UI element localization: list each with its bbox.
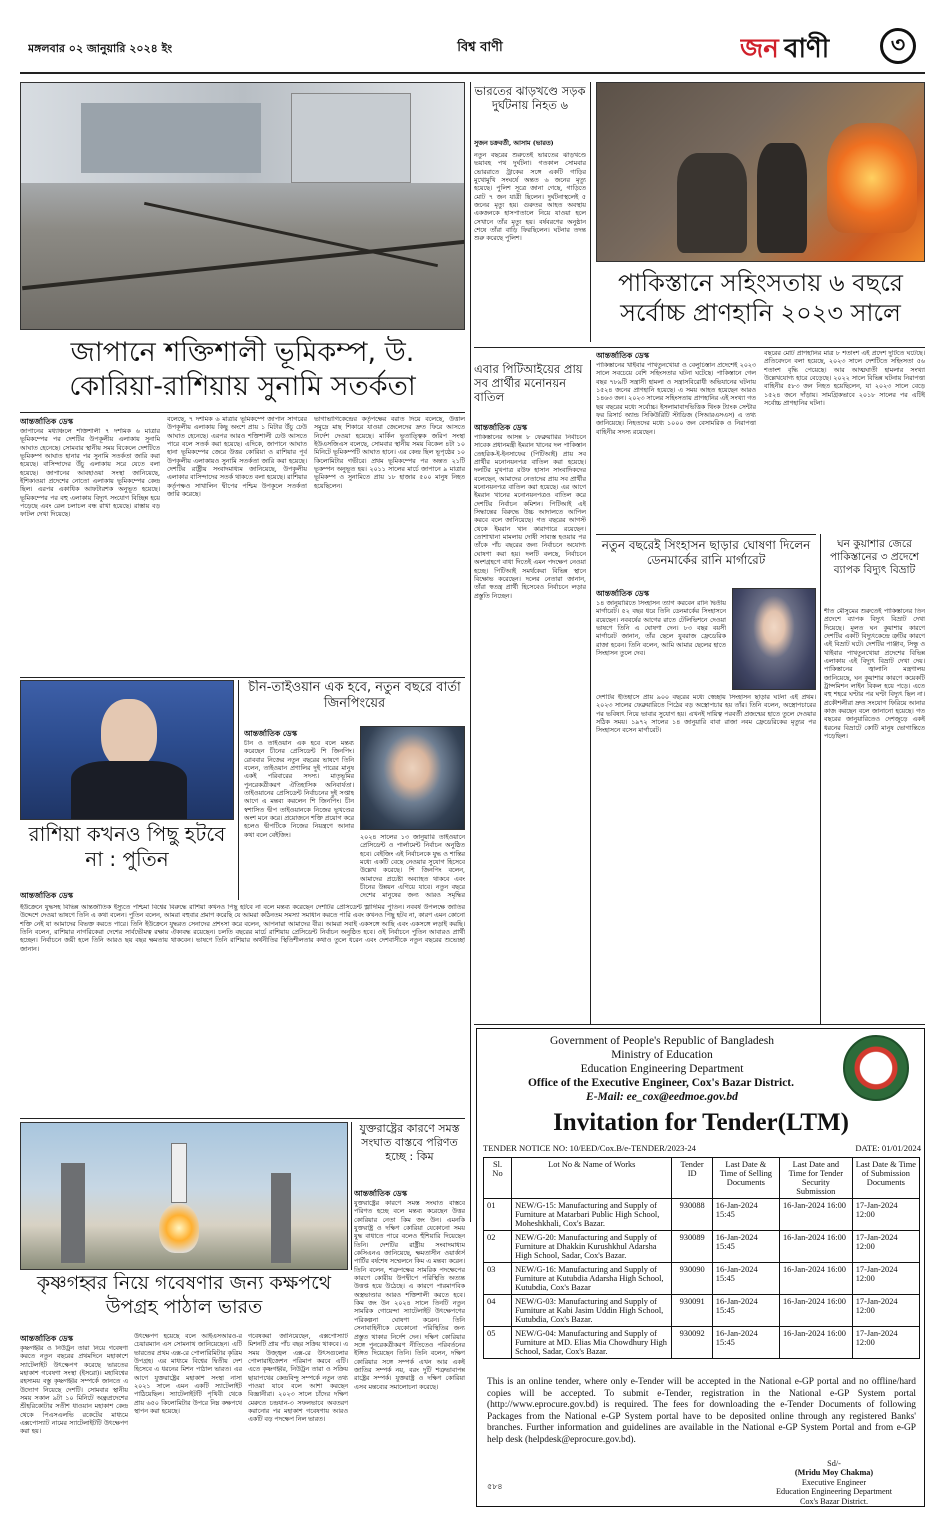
denmark-desk: আন্তর্জাতিক ডেস্ক	[596, 589, 650, 598]
signer-dept: Education Engineering Department	[776, 1487, 892, 1497]
tender-row	[484, 1295, 920, 1327]
pakistan-col-2: বছরের মোট প্রাণহানির মাত্র ৮ শতাংশ এই প্রদেশ দুটিতে ঘটেছে। প্রতিবেদনে বলা হয়েছে, ২০২৩ সালে দেশটিতে সহিংসতা ৫৬ শতাংশ বৃদ্ধি পেয়েছে। আর আত্মঘাতী হামলার সংখ্যা উল্লেখযোগ্য হারে বেড়েছে। ২০২২ সালে বিভিন্ন ঘটনায় নিরাপত্তা বাহিনীর ৫৮৩ জন নিহত হয়েছিলেন, যা ২০২৩ সালে বেড়ে ১৫২৪ জনে দাঁড়ায়। সামগ্রিকভাবে ২০১৮ সালের পর এটিই সর্বোচ্চ প্রাণহানির ঘটনা।	[764, 350, 925, 408]
col-divider-6	[351, 1122, 352, 1270]
cell-submission: 17-Jan-2024 12:00	[852, 1295, 919, 1327]
cell-submission: 17-Jan-2024 12:00	[852, 1199, 919, 1231]
gov-line-2: Ministry of Education	[611, 1049, 713, 1061]
cell-security: 16-Jan-2024 16:00	[779, 1263, 852, 1295]
space-rule-top	[20, 1118, 465, 1119]
cell-sl: 04	[484, 1295, 512, 1327]
japan-desk: আন্তর্জাতিক ডেস্ক	[20, 417, 74, 426]
japan-col-3: ভাগাভাগিকেন্দ্রের কর্তৃপক্ষের বরাত দিয়ে বলেছে, উত্তাল সমুদ্রে মাছ শিকারে যাওয়া জেলেদের দ্রুত ফিরে আসতে নির্দেশ দেওয়া হয়েছে। মার্কিন ভূতাত্ত্বিক জরিপ সংস্থা ইউএসজিএস বলেছে, সোমবার স্থানীয় সময় বিকেল ৪টা ১০ মিনিটে ভূমিকম্পটি আঘাত হানে। এর কেন্দ্র ছিল ভূপৃষ্ঠের ১০ কিলোমিটার গভীরে। প্রথম ভূমিকম্পের পর অন্তত ২১টি ভূকম্পন অনুভূত হয়। ২০১১ সালের মার্চে জাপানে ৯ মাত্রার ভূমিকম্প ও সুনামিতে প্রায় ১৮ হাজার ৫০০ মানুষ নিহত হয়েছিলেন।	[314, 416, 465, 490]
pakistan-col-1: পাকিস্তানের খাইবার পাখতুনখোয়া ও বেলুচিস্তান প্রদেশেই ২০২৩ সালে সবচেয়ে বেশি সহিংসতার ঘটনা ঘটেছে। পাকিস্তানে গেল বছর ৭৮৯টি সন্ত্রাসী হামলা ও সন্ত্রাসবিরোধী অভিযানের ঘটনায় ১৫২৪ জনের প্রাণহানি হয়েছে। এ সময় আহত হয়েছেন আরও ১৪৬৩ জন। ২০২৩ সালের সহিংসতায় প্রাণহানির এই সংখ্যা গত ছয় বছরের মধ্যে সর্বোচ্চ। ইসলামাবাদভিত্তিক থিংক ট্যাংক সেন্টার ফর রিসার্চ অ্যান্ড সিকিউরিটি স্টাডিজ (সিআরএসএস) এ তথ্য জানিয়েছে। নিহতদের মধ্যে ১০০০ জন বেসামরিক ও নিরাপত্তা বাহিনীর সদস্য রয়েছেন।	[596, 362, 756, 436]
cell-lot: NEW/G-15: Manufacturing and Supply of Furniture at Matarbari Public High School, Moheshkhali, Cox's Bazar.	[512, 1199, 672, 1231]
cell-submission: 17-Jan-2024 12:00	[852, 1231, 919, 1263]
cell-sl: 01	[484, 1199, 512, 1231]
tender-notice-no: TENDER NOTICE NO: 10/EED/Cox.B/e-TENDER/2023-24	[483, 1143, 696, 1153]
china-col-3: ২০২৪ সালের ১৩ জানুয়ারি তাইওয়ানে প্রেসিডেন্ট ও পার্লামেন্ট নির্বাচন অনুষ্ঠিত হবে। বেইজিং এই নির্বাচনকে যুদ্ধ ও শান্তির মধ্যে একটি বেছে নেওয়ার সুযোগ হিসেবে উল্লেখ করেছে। শি জিনপিং বলেন, আমাদের প্রচেষ্টা অব্যাহত থাকবে এবং চীনের উন্নয়ন এগিয়ে যাবে। নতুন বছরে দেশের মানুষের জন্য আরও সমৃদ্ধির	[360, 834, 465, 900]
space-headline: কৃষ্ণগহ্বর নিয়ে গবেষণার জন্য কক্ষপথে উপগ্রহ পাঠাল ভারত	[36, 1272, 332, 1318]
logo-text-mid: বাণী	[784, 34, 830, 64]
pakistan-rule	[474, 347, 925, 348]
cell-security: 16-Jan-2024 16:00	[779, 1199, 852, 1231]
cell-selling: 16-Jan-2024 15:45	[712, 1263, 779, 1295]
gov-line-1: Government of People's Republic of Bangladesh	[549, 1035, 775, 1047]
tender-footer-para: This is an online tender, where only e-Tender will be accepted in the National e-GP portal and no offline/hard copies will be accepted. To submit e-Tender, registration in the National e-GP System portal (http://www.eprocure.gov.bd) is required. The fees for downloading the e-Tender Documents of following Packages from the National e-GP System portal have to be deposited online through any registered Banks' branches. Further information and guidelines are available in the National e-GP System Portal and from e-GP help desk (helpdesk@eprocure.gov.bd).	[487, 1377, 916, 1445]
us-kim-headline: যুক্তরাষ্ট্রের কারণে সমস্ত সংঘাত বাস্তবে পরিণত হচ্ছে : কিম	[359, 1122, 460, 1163]
india-road-headline: ভারতের ঝাড়খণ্ডে সড়ক দুর্ঘটনায় নিহত ৬	[474, 84, 586, 112]
earthquake-photo	[20, 82, 465, 330]
tender-table	[483, 1157, 920, 1359]
japan-rule	[20, 412, 465, 413]
cell-selling: 16-Jan-2024 15:45	[712, 1327, 779, 1359]
col-divider-5	[238, 680, 239, 900]
masthead	[20, 20, 925, 70]
japan-col-2: বলেছে, ৭ দশমিক ৬ মাত্রার ভূমিকম্পে জাপান সাগরের উপকূলীয় এলাকায় কিছু অংশে প্রায় ১ মিটার উঁচু ঢেউ আঘাত হেনেছে। এরপর আরও শক্তিশালী ঢেউ আসতে পারে বলে সতর্ক করা হয়েছে। এদিকে, জাপানে আঘাত হানা ভূমিকম্পের জেরে উত্তর কোরিয়া ও রাশিয়ার পূর্ব উপকূলীয় এলাকায়ও সুনামি সতর্কতা জারি করা হয়েছে। দেশটির রাষ্ট্রীয় সংবাদমাধ্যম জানিয়েছে, উপকূলীয় এলাকার বাসিন্দাদের সতর্ক থাকতে বলা হয়েছে। রাশিয়ার কর্তৃপক্ষও সাখালিন দ্বীপের পশ্চিম উপকূলে সতর্কতা জারি করেছে।	[167, 416, 307, 499]
gov-line-3: Education Engineering Department	[580, 1063, 744, 1075]
cell-selling: 16-Jan-2024 15:45	[712, 1199, 779, 1231]
cell-selling: 16-Jan-2024 15:45	[712, 1231, 779, 1263]
rocket-launch-photo	[20, 1122, 348, 1270]
denmark-col-2: দেশটির ইতিহাসে প্রায় ৯০০ বছরের মধ্যে স্বেচ্ছায় সিংহাসন ছাড়ার ঘটনা এই প্রথম। ২০২৩ সালের ফেব্রুয়ারিতে পিঠের বড় অস্ত্রোপচার হয় তাঁর। তিনি বলেন, অস্ত্রোপচারের পর ভবিষ্যৎ নিয়ে ভাবার সুযোগ হয়। এখনই দায়িত্ব পরবর্তী প্রজন্মের হাতে তুলে দেওয়ার সঠিক সময়। ১৯৭২ সালের ১৪ জানুয়ারি বাবা রাজা নবম ফ্রেডেরিকের মৃত্যুর পর সিংহাসনে বসেন মার্গারেট।	[596, 694, 816, 735]
th-submission: Last Date & Time of Submission Documents	[852, 1158, 919, 1199]
tender-row	[484, 1263, 920, 1295]
tender-table-header	[484, 1158, 920, 1199]
col-divider-4	[820, 534, 821, 1024]
cell-selling: 16-Jan-2024 15:45	[712, 1295, 779, 1327]
china-desk: আন্তর্জাতিক ডেস্ক	[244, 729, 298, 738]
fog-headline: ঘন কুয়াশার জেরে পাকিস্তানের ৩ প্রদেশে ব্যাপক বিদ্যুৎ বিভ্রাট	[830, 538, 919, 576]
china-col-1: চীন ও তাইওয়ান এক হবে বলে মন্তব্য করেছেন চীনের প্রেসিডেন্ট শি জিনপিং। রোববার নিজের নতুন বছরের ভাষণে তিনি বলেন, তাইওয়ান প্রণালির দুই পারের মানুষ একই পরিবারের সদস্য। মাতৃভূমির পুনরেকত্রীকরণ ঐতিহাসিক অনিবার্যতা। তাইওয়ানের প্রেসিডেন্ট নির্বাচনের দুই সপ্তাহ আগে এ মন্তব্য করলেন শি জিনপিং। চীন স্বশাসিত দ্বীপ তাইওয়ানকে নিজের ভূখণ্ডের অংশ মনে করে। প্রয়োজনে শক্তি প্রয়োগ করে হলেও দ্বীপটিকে নিজের নিয়ন্ত্রণে আনার কথা বলে বেইজিং।	[244, 740, 354, 839]
cell-security: 16-Jan-2024 16:00	[779, 1231, 852, 1263]
us-kim-body: যুক্তরাষ্ট্রের কারণে সমস্ত সংঘাত বাস্তবে পরিণত হচ্ছে বলে মন্তব্য করেছেন উত্তর কোরিয়ার নেতা কিম জং উন। এমনকি যুক্তরাষ্ট্র ও দক্ষিণ কোরিয়া যেকোনো সময় যুদ্ধ বাধাতে পারে বলেও হুঁশিয়ারি দিয়েছেন তিনি। দেশটির রাষ্ট্রীয় সংবাদমাধ্যম কেসিএনএ জানিয়েছে, ক্ষমতাসীন ওয়ার্কার্স পার্টির বর্ষশেষ সম্মেলনে কিম এ মন্তব্য করেন। তিনি বলেন, শত্রুপক্ষের সামরিক পদক্ষেপের কারণে কোরীয় উপদ্বীপে পরিস্থিতি অত্যন্ত উত্তপ্ত হয়ে উঠেছে। এ কারণে পারমাণবিক অস্ত্রভাণ্ডার আরও শক্তিশালী করতে হবে। কিম জং উন ২০২৪ সালে তিনটি নতুন সামরিক গোয়েন্দা স্যাটেলাইট উৎক্ষেপণের পরিকল্পনা ঘোষণা করেন। তিনি সেনাবাহিনীকে যেকোনো পরিস্থিতির জন্য প্রস্তুত থাকার নির্দেশ দেন। দক্ষিণ কোরিয়ার সঙ্গে পুনরেকত্রীকরণ নীতিতেও পরিবর্তনের ইঙ্গিত দিয়েছেন তিনি। তিনি বলেন, দক্ষিণ কোরিয়ার সঙ্গে সম্পর্ক এখন আর একই জাতির সম্পর্ক নয়, বরং দুটি শত্রুভাবাপন্ন রাষ্ট্রের সম্পর্ক। যুক্তরাষ্ট্র ও দক্ষিণ কোরিয়া এসব মন্তব্যের সমালোচনা করেছে।	[354, 1200, 465, 1391]
col-divider-1	[470, 82, 471, 1222]
cell-lot: NEW/G-04: Manufacturing and Supply of Furniture at MD. Elias Mia Chowdhury High School, Sadar, Cox's Bazar.	[512, 1327, 672, 1359]
th-security: Last Date and Time for Tender Security Submission	[779, 1158, 852, 1199]
pti-body: পাকিস্তানের আসন্ন ৮ ফেব্রুয়ারির নির্বাচনে সাবেক প্রধানমন্ত্রী ইমরান খানের দল পাকিস্তান তেহরিক-ই-ইনসাফের (পিটিআই) প্রায় সব প্রার্থীর মনোনয়নপত্র বাতিল করা হয়েছে। দলটির মুখপাত্র রউফ হাসান সাংবাদিকদের বলেছেন, আমাদের নেতাদের প্রায় সব প্রার্থীর মনোনয়নপত্র বাতিল করা হয়েছে। এর আগে ইমরান খানের মনোনয়নপত্রও বাতিল করে দেশটির নির্বাচন কমিশন। পিটিআই এই সিদ্ধান্তের বিরুদ্ধে উচ্চ আদালতে আপিল করবে বলে জানিয়েছে। গত বছরের আগস্ট থেকে ইমরান খান কারাগারে রয়েছেন। তোশাখানা মামলায় দোষী সাব্যস্ত হওয়ার পর তাঁকে পাঁচ বছরের জন্য নির্বাচনে অযোগ্য ঘোষণা করা হয়। দলটি বলছে, নির্বাচনে অংশগ্রহণে বাধা দিতেই এমন পদক্ষেপ নেওয়া হচ্ছে। পিটিআই সমর্থকেরা বিভিন্ন স্থানে বিক্ষোভ করেছেন। দলের নেতারা জানান, তাঁরা স্বতন্ত্র প্রার্থী হিসেবেও নির্বাচনে লড়ার প্রস্তুতি নিচ্ছেন।	[474, 434, 586, 600]
cell-submission: 17-Jan-2024 12:00	[852, 1327, 919, 1359]
cell-sl: 02	[484, 1231, 512, 1263]
newspaper-logo	[740, 28, 920, 68]
cell-sl: 03	[484, 1263, 512, 1295]
gov-line-4: Office of the Executive Engineer, Cox's Bazar District.	[527, 1077, 795, 1089]
space-col-2: উৎক্ষেপণ হয়েছে বলে আইএসআরও-র চেয়ারম্যান এস সোমনাথ জানিয়েছেন। এটি ভারতের প্রথম এক্স-রে পোলারিমিটার কৃত্রিম উপগ্রহ। এর মাধ্যমে বিশ্বের দ্বিতীয় দেশ হিসেবে এ ধরনের মিশন পাঠাল ভারত। এর আগে যুক্তরাষ্ট্রের মহাকাশ সংস্থা নাসা ২০২১ সালে এমন একটি স্যাটেলাইট পাঠিয়েছিল। স্যাটেলাইটটি পৃথিবী থেকে প্রায় ৬৫০ কিলোমিটার উপরে নিম্ন কক্ষপথে স্থাপন করা হয়েছে।	[134, 1333, 242, 1416]
space-desk: আন্তর্জাতিক ডেস্ক	[20, 1334, 74, 1343]
china-headline: চীন-তাইওয়ান এক হবে, নতুন বছরে বার্তা জিনপিংয়ের	[248, 680, 461, 711]
cell-id: 930091	[672, 1295, 712, 1327]
denmark-rule-top	[596, 534, 816, 535]
pti-desk: আন্তর্জাতিক ডেস্ক	[474, 423, 528, 432]
india-road-byline: সুজন চক্রবর্তী, আসাম (ভারত)	[474, 139, 554, 147]
cell-id: 930089	[672, 1231, 712, 1263]
cell-lot: NEW/G-20: Manufacturing and Supply of Furniture at Dhakkin Kurushkhul Adarsha High School, Sadar, Cox's Bazar.	[512, 1231, 672, 1263]
cell-lot: NEW/G-16: Manufacturing and Supply of Furniture at Kutubdia Adarsha High School, Kutubdia, Cox's Bazar	[512, 1263, 672, 1295]
tender-title: Invitation for Tender(LTM)	[553, 1109, 849, 1136]
us-kim-desk: আন্তর্জাতিক ডেস্ক	[354, 1189, 408, 1198]
cell-lot: NEW/G-03: Manufacturing and Supply of Furniture at Kabi Jasim Uddin High School, Kutubdia, Cox's Bazar.	[512, 1295, 672, 1327]
india-road-body: নতুন বছরের শুরুতেই ভারতের ঝাড়খণ্ডে ভয়াবহ পথ দুর্ঘটনা। গতকাল সোমবার ভোররাতে ট্রাকের সঙ্গে একটি গাড়ির মুখোমুখি সংঘর্ষে অন্তত ৬ জনের মৃত্যু হয়েছে। পুলিশ সূত্রে জানা গেছে, গাড়িতে মোট ৭ জন যাত্রী ছিলেন। দুর্ঘটনাস্থলেই ৫ জনের মৃত্যু হয়। গুরুতর আহত অবস্থায় একজনকে হাসপাতালে নিয়ে যাওয়া হলে সেখানে তাঁর মৃত্যু হয়। বর্ষবরণের অনুষ্ঠান শেষে তাঁরা বাড়ি ফিরছিলেন। ঘটনার তদন্ত শুরু করেছে পুলিশ।	[474, 152, 586, 243]
tender-row	[484, 1231, 920, 1263]
logo-text-left: জন	[740, 34, 779, 64]
cell-submission: 17-Jan-2024 12:00	[852, 1263, 919, 1295]
cell-security: 16-Jan-2024 16:00	[779, 1295, 852, 1327]
tender-row	[484, 1199, 920, 1231]
th-selling: Last Date & Time of Selling Documents	[712, 1158, 779, 1199]
tender-date: DATE: 01/01/2024	[855, 1143, 921, 1153]
xi-jinping-photo	[360, 726, 465, 830]
signer-office: Cox's Bazar District.	[799, 1496, 869, 1506]
japan-col-1: জাপানের মধ্যাঞ্চলে শক্তিশালী ৭ দশমিক ৬ মাত্রার ভূমিকম্পের পর দেশটির উপকূলীয় এলাকায় সুনামি আঘাত হেনেছে। সোমবার স্থানীয় সময় বিকেলে দেশটিতে ভূমিকম্প আঘাত হানার পর সুনামি সতর্কতা জারি করা হয়েছে। বাসিন্দাদের উঁচু এলাকায় সরে যেতে বলা হয়েছে। জাপানের আবহাওয়া সংস্থা জানিয়েছে, ইশিকাওয়া প্রদেশের নোতো এলাকায় ভূমিকম্পের কেন্দ্র ছিল। এরপর একাধিক আফটারশক অনুভূত হয়েছে। ভূমিকম্পের পর বহু এলাকায় বিদ্যুৎ সংযোগ বিচ্ছিন্ন হয়ে পড়েছে এবং রেল চলাচল বন্ধ রাখা হয়েছে। রাস্তায় বড় ফাটল দেখা দিয়েছে।	[20, 428, 160, 519]
tender-row	[484, 1327, 920, 1359]
cell-sl: 05	[484, 1327, 512, 1359]
header-rule	[20, 72, 925, 74]
th-lot: Lot No & Name of Works	[512, 1158, 672, 1199]
russia-rule-top	[20, 677, 465, 678]
tender-email: E-Mail: ee_cox@eedmoe.gov.bd	[586, 1091, 738, 1103]
section-title: বিশ্ব বাণী	[457, 40, 503, 55]
government-seal-icon	[843, 1035, 909, 1101]
cell-id: 930090	[672, 1263, 712, 1295]
tender-ref: ৫৮৪	[487, 1482, 503, 1491]
tender-table-wrap	[483, 1157, 920, 1367]
tender-table-body	[484, 1199, 920, 1359]
pakistan-violence-photo	[596, 82, 925, 262]
cell-id: 930092	[672, 1327, 712, 1359]
tender-rule-top	[474, 1024, 925, 1025]
russia-desk: আন্তর্জাতিক ডেস্ক	[20, 891, 74, 900]
space-col-1: কৃষ্ণগহ্বর ও নিউট্রন তারা নিয়ে গবেষণা করতে নতুন বছরের প্রথমদিনে মহাকাশে স্যাটেলাইট উৎক্ষেপণ করেছে ভারতের মহাকাশ গবেষণা সংস্থা (ইসরো)। মহাবিশ্বের রহস্যময় বস্তু কৃষ্ণগহ্বর সম্পর্কে জানতে এ উদ্যোগ নিয়েছে দেশটি। সোমবার স্থানীয় সময় সকাল ৯টা ১০ মিনিটে অন্ধ্রপ্রদেশের শ্রীহরিকোটার সতীশ ধাওয়ান মহাকাশ কেন্দ্র থেকে পিএসএলভি রকেটের মাধ্যমে এক্সপোস্যাট নামের স্যাটেলাইটটি উৎক্ষেপণ করা হয়।	[20, 1345, 128, 1436]
signer-name: (Mridu Moy Chakma)	[794, 1468, 874, 1478]
signature-block	[747, 1459, 921, 1507]
cell-security: 16-Jan-2024 16:00	[779, 1327, 852, 1359]
russia-headline: রাশিয়া কখনও পিছু হটবে না : পুতিন	[28, 822, 226, 871]
denmark-col-1: ১৪ জানুয়ারিতে সিংহাসন ত্যাগ করবেন রানি দ্বিতীয় মার্গারেট। ৫২ বছর ধরে তিনি ডেনমার্কের সিংহাসনে রয়েছেন। নববর্ষের আগের রাতে টেলিভিশনে দেওয়া ভাষণে তিনি এ ঘোষণা দেন। ৮৩ বছর বয়সী মার্গারেট জানান, তাঁর ছেলে যুবরাজ ফ্রেডেরিক রাজা হবেন। তিনি বলেন, আমি আমার ছেলের হাতে সিংহাসন তুলে দেব।	[596, 600, 726, 658]
tender-notice	[476, 1028, 925, 1507]
fog-body: শীত মৌসুমের শুরুতেই পাকিস্তানের তিন প্রদেশে ব্যাপক বিদ্যুৎ বিভ্রাট দেখা দিয়েছে। মূলত ঘন কুয়াশার কারণে দেশটির একটি বিদ্যুৎকেন্দ্রে ত্রুটির কারণে এই বিভ্রাট ঘটে। দেশটির পাঞ্জাব, সিন্ধু ও খাইবার পাখতুনখোয়া প্রদেশের বিভিন্ন এলাকায় এই বিদ্যুৎ বিভ্রাট দেখা দেয়। পাকিস্তানের জ্বালানি মন্ত্রণালয় জানিয়েছে, ঘন কুয়াশার কারণে কয়েকটি ট্রান্সমিশন লাইন বিকল হয়ে পড়ে। এতে বহু শহরে ঘণ্টার পর ঘণ্টা বিদ্যুৎ ছিল না। প্রকৌশলীরা দ্রুত সংযোগ ফিরিয়ে আনার কাজ করছেন বলে জানানো হয়েছে। গত বছরের জানুয়ারিতেও দেশজুড়ে একই ধরনের বিভ্রাটে কোটি মানুষ ভোগান্তিতে পড়েছিল।	[824, 608, 925, 741]
putin-photo	[20, 680, 234, 820]
pakistan-headline: পাকিস্তানে সহিংসতায় ৬ বছরে সর্বোচ্চ প্রাণহানি ২০২৩ সালে	[618, 269, 903, 327]
space-col-3: গবেষকরা জানিয়েছেন, এক্সপোস্যাট মিশনটি প্রায় পাঁচ বছর সক্রিয় থাকবে। এ সময় উজ্জ্বল এক্স-রে উৎসগুলোর পোলারাইজেশন পরিমাপ করবে এটি। এতে কৃষ্ণগহ্বর, নিউট্রন তারা ও সক্রিয় ছায়াপথের কেন্দ্রবিন্দু সম্পর্কে নতুন তথ্য পাওয়া যাবে বলে আশা করছেন বিজ্ঞানীরা। ২০২৩ সালে চাঁদের দক্ষিণ মেরুতে চন্দ্রযান-৩ সফলভাবে অবতরণ করানোর পর মহাকাশ গবেষণায় আরও একটি বড় পদক্ষেপ নিল ভারত।	[248, 1333, 348, 1424]
sd-mark: Sd/-	[827, 1459, 841, 1468]
issue-date: মঙ্গলবার ০২ জানুয়ারি ২০২৪ ইং	[28, 42, 173, 55]
pakistan-desk: আন্তর্জাতিক ডেস্ক	[596, 351, 650, 360]
page-number-badge: ৩	[880, 28, 916, 64]
denmark-headline: নতুন বছরেই সিংহাসন ছাড়ার ঘোষণা দিলেন ডেনমার্কের রানি মার্গারেট	[601, 538, 811, 567]
russia-body: ইউক্রেনে যুদ্ধসহ বিভিন্ন আন্তর্জাতিক ইস্যুতে পশ্চিমা বিশ্বের বিরুদ্ধে রাশিয়া কখনও পিছু হটবে না বলে মন্তব্য করেছেন দেশটির প্রেসিডেন্ট ভ্লাদিমির পুতিন। নববর্ষ উপলক্ষে জাতির উদ্দেশে দেওয়া ভাষণে তিনি এ কথা বলেন। পুতিন বলেন, আমরা বহুবার প্রমাণ করেছি যে আমরা কঠিনতম সমস্যা সমাধান করতে পারি এবং কখনও পিছু হটব না, কারণ এমন কোনো শক্তি নেই যা আমাদের বিভক্ত করতে পারে। তিনি ইউক্রেনে যুদ্ধরত সেনাদের প্রশংসা করে বলেন, আপনারা আমাদের বীর। আমরা সবাই একসঙ্গে আছি এবং একসঙ্গে লড়াই করছি। তিনি বলেন, রাশিয়ার নাগরিকেরা দেশের সার্বভৌমত্ব রক্ষায় ঐক্যবদ্ধ রয়েছেন। চলতি বছরের মার্চে রাশিয়ায় প্রেসিডেন্ট নির্বাচন অনুষ্ঠিত হবে। ওই নির্বাচনে পুতিন আবারও প্রার্থী হচ্ছেন। নির্বাচনে জয়ী হলে তিনি আরও ছয় বছর ক্ষমতায় থাকবেন। ভাষণে তিনি রাশিয়ার অর্থনীতির স্থিতিশীলতার কথাও তুলে ধরেন এবং দেশবাসীকে নতুন বছরের শুভেচ্ছা জানান।	[20, 904, 465, 953]
col-divider-3	[590, 360, 591, 1025]
queen-margrethe-photo	[732, 588, 816, 690]
col-divider-2	[590, 82, 591, 342]
signer-title: Executive Engineer	[801, 1477, 867, 1487]
th-sl: Sl. No	[484, 1158, 512, 1199]
th-id: Tender ID	[672, 1158, 712, 1199]
cell-id: 930088	[672, 1199, 712, 1231]
pti-headline: এবার পিটিআইয়ের প্রায় সব প্রার্থীর মনোনয়ন বাতিল	[474, 362, 583, 404]
japan-headline: জাপানে শক্তিশালী ভূমিকম্প, উ. কোরিয়া-রাশিয়ায় সুনামি সতর্কতা	[69, 337, 416, 402]
